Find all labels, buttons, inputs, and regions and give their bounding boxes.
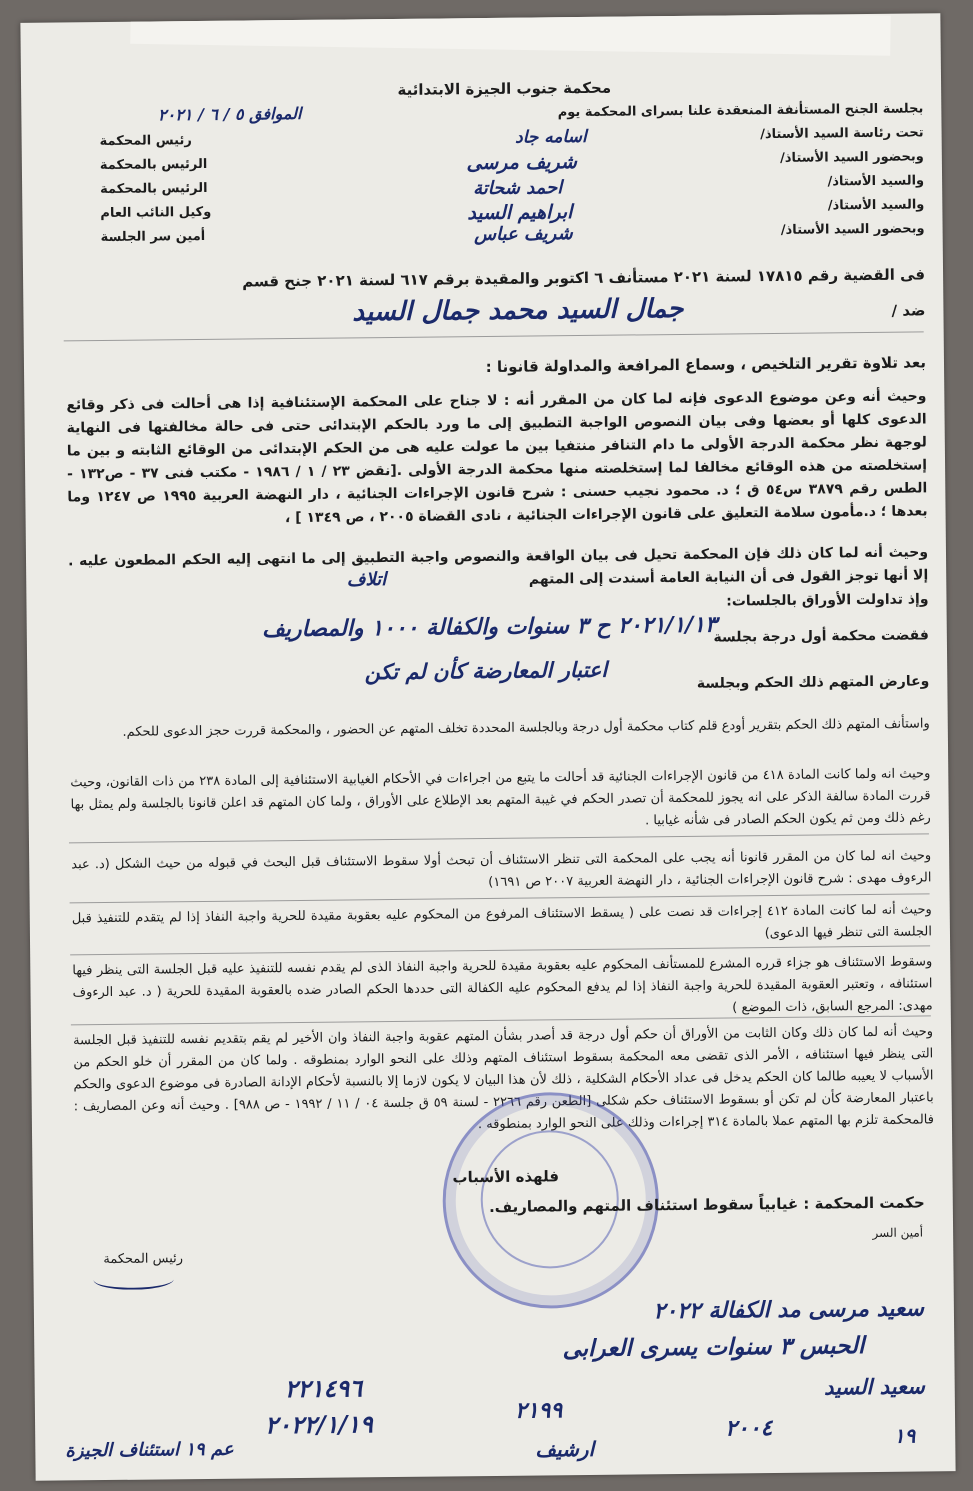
paragraph-4: وحيث انه ولما كانت المادة ٤١٨ من قانون الإجراءات الجنائية قد أحالت ما يتبع من اجراءات في الأحكام الغيابية الاستئنافية إلى المادة ٢٣٨ من ذات القانون، وحيث قررت المادة سالفة الذكر على انه يجوز للمحكمة أن تصدر الحكم في غيبة المتهم بعد الإطلاع على الأوراق ، ولما كان المتهم قد اعلن قانونا بالجلسة ولم يمثل بها رغم ذلك ومن ثم يكون الحكم الصادر فى شأنه غيابيا . [70, 766, 931, 829]
panel-role-4: وكيل النائب العام [100, 204, 212, 222]
session-date: الموافق ٥ / ٦ / ٢٠٢١ [157, 103, 302, 125]
first-instance-handwritten: ٢٠٢١/١/١٣ ح ٣ سنوات والكفالة ١٠٠٠ والمصاريف [261, 611, 717, 643]
panel-name-3: احمد شحاتة [472, 177, 563, 200]
annotation-1: سعيد مرسى مد الكفالة ٢٠٢٢ [653, 1295, 925, 1325]
case-number-line: فى القضية رقم ١٧٨١٥ لسنة ٢٠٢١ مستأنف ٦ اكتوبر والمقيدة برقم ٦١٧ لسنة ٢٠٢١ جنح قسم [242, 265, 926, 291]
panel-role-2: الرئيس بالمحكمة [99, 156, 208, 174]
panel-label-5: وبحضور السيد الأستاذ/ [780, 221, 925, 238]
panel-label-3: والسيد الأستاذ/ [827, 173, 925, 190]
paragraph-1: وحيث أنه وعن موضوع الدعوى فإنه لما كان من المقرر أنه : لا جناح على المحكمة الإستئنافية إذا هى أحالت فى ذكر وقائع الدعوى كلها أو بعضها وفى بيان النصوص الواجبة التطبيق إلى ما ورد بالحكم الإبتدائى حتى فى حالة مخالفتها فى النهاية لوجهة نظر محكمة الدرجة الأولى ما دام التنافر منتفيا بين ما عولت عليه هى من الحكم الإبتدائى من الوقائع الثابته و بين ما إستخلصته من هذه الوقائع مخالفا لما إستخلصته منها محكمة الدرجة الأولى .[نقض ٢٣ / ١ / ١٩٨٦ - مكتب فنى ٣٧ - ص١٣٢ - الطس رقم ٣٨٧٩ س٥٤ ق ؛ د. محمود نجيب حسنى : شرح قانون الإجراءات الجنائية ، دار النهضة العربية ١٩٩٥ ص ١٢٤٧ وما بعدها ؛ د.مأمون سلامة التعليق على قانون الإجراءات الجنائية ، نادى القضاة ٢٠٠٥ ، ص ١٣٤٩ ] ، [66, 388, 928, 527]
annotation-2: الحبس ٣ سنوات يسرى العرابى [562, 1332, 865, 1363]
paragraph-8: وحيث أنه لما كان ذلك وكان الثابت من الأوراق أن حكم أول درجة قد أصدر بشأن المتهم عقوبة واجبة النفاذ وان الأخير لم يقم بتقديم نفسه للتنفيذ قبل الجلسة التى ينظر فيها استئنافه ، الأمر الذى تقضى معه المحكمة بسقوط استئناف المتهم وذلك على النحو الوارد بمنطوقه . ولما كان من المقرر أن خلو الحكم من الأسباب لا يعيبه طالما كان الحكم يدخل فى عداد الأحكام الشكلية ، ذلك لأن هذا البيان لا يكون لازما إلا بالنسبة لأحكام الإدانة الصادرة فى موضوع الدعوى والحكم باعتبار المعارضة كأن لم تكن أو بسقوط الاستئناف حكم شكلى [الطعن رقم ٢٢٦٦ - لسنة ٥٩ ق جلسة ٠٤ / ١١ / ١٩٩٢ - ص ٩٨٨] . وحيث أنه وعن المصاريف : فالمحكمة تلزم بها المتهم عملا بالمادة ٣١٤ إجراءات وذلك على النحو الوارد بمنطوقه . [72, 1024, 935, 1133]
paragraph-6: وحيث أنه لما كانت المادة ٤١٢ إجراءات قد نصت على ( يسقط الاستئناف المرفوع من المحكوم عليه بعقوبة مقيدة للحرية واجبة النفاذ إذا لم يتقدم للتنفيذ قبل الجلسة التى تنظر فيها الدعوى) [71, 902, 933, 942]
annotation-7: ٢٠٠٤ [725, 1415, 773, 1442]
annotation-8: سعيد السيد [823, 1373, 925, 1400]
paragraph-3: وإذ تداولت الأوراق بالجلسات: [726, 591, 929, 610]
annotation-4: ٢٠٢٢/١/١٩ [264, 1409, 373, 1440]
panel-name-5: شريف عباس [473, 223, 573, 246]
charge-handwritten: اتلاف [346, 569, 387, 591]
court-name: محكمة جنوب الجيزة الابتدائية [397, 78, 612, 99]
annotation-6: ارشيف [535, 1436, 595, 1462]
objection-line: وعارض المتهم ذلك الحكم وبجلسة [696, 673, 930, 692]
annotation-5: ٢١٩٩ [514, 1397, 563, 1424]
secretary-signature-label: أمين السر [872, 1225, 924, 1241]
defendant-name: جمال السيد محمد جمال السيد [352, 293, 684, 328]
annotation-9: ١٩ [893, 1423, 916, 1448]
paragraph-2: وحيث أنه لما كان ذلك فإن المحكمة تحيل فى بيان الواقعة والنصوص واجبة التطبيق إلى ما انتهى إليه الحكم المطعون عليه . إلا أنها توجز القول فى أن النيابة العامة أسندت إلى المتهم [67, 544, 929, 588]
panel-role-5: أمين سر الجلسة [100, 228, 206, 246]
panel-name-2: شريف مرسى [466, 151, 577, 175]
panel-role-1: رئيس المحكمة [99, 133, 192, 150]
panel-name-4: ابراهيم السيد [467, 201, 573, 225]
defendant-label: ضد / [891, 301, 926, 320]
intro-line: بعد تلاوة تقرير التلخيص ، وسماع المرافعة والمداولة قانونا : [485, 353, 927, 377]
panel-label-4: والسيد الأستاذ/ [827, 197, 925, 214]
paragraph-appeal: واستأنف المتهم ذلك الحكم بتقرير أودع قلم كتاب محكمة أول درجة وبالجلسة المحددة تخلف المتهم عن الحضور ، والمحكمة قررت حجز الدعوى للحكم. [122, 716, 930, 740]
verdict-line: حكمت المحكمة : غيابياً سقوط استئناف المتهم والمصاريف. [488, 1193, 925, 1217]
judge-signature-label: رئيس المحكمة [103, 1251, 184, 1268]
panel-label-2: وبحضور السيد الأستاذ/ [780, 149, 924, 166]
annotation-10: عم ١٩ استئناف الجيزة [65, 1438, 234, 1462]
annotation-3: ٢٢١٤٩٦ [284, 1373, 363, 1404]
panel-label-1: تحت رئاسة السيد الأستاذ/ [760, 125, 924, 143]
paragraph-5: وحيث انه لما كان من المقرر قانونا أنه يجب على المحكمة التى تنظر الاستئناف أن تبحث أولا سقوط الاستئناف قبل البحث في قبوله من حيث الشكل (د. عبد الرءوف مهدى : شرح قانون الإجراءات الجنائية ، دار النهضة العربية ٢٠٠٧ ص ١٦٩١) [71, 848, 932, 891]
objection-handwritten: اعتبار المعارضة كأن لم تكن [364, 656, 608, 685]
reasons-heading: فلهذه الأسباب [452, 1167, 560, 1187]
attached-sheet-edge [130, 13, 891, 55]
panel-role-3: الرئيس بالمحكمة [100, 180, 208, 198]
panel-name-1: اسامه جاد [514, 126, 587, 148]
session-line: بجلسة الجنح المستأنفة المنعقدة علنا بسراى المحكمة يوم [557, 101, 924, 121]
paragraph-7: وسقوط الاستئناف هو جزاء قرره المشرع للمستأنف المحكوم عليه بعقوبة مقيدة للحرية واجبة النفاذ الذى لم يقدم نفسه للتنفيذ عليه قبل الجلسة التى ينظر فيها استئنافه ، وتعتبر العقوبة المقيدة للحرية واجبة النفاذ إذا لم يدفع المحكوم عليه الكفالة التى حددها الحكم الصادر ضده بالعقوبة المقيدة للحرية ( د. عبد الرءوف مهدى: المرجع السابق، ذات الموضع ) [72, 954, 933, 1016]
first-instance-line: فقضت محكمة أول درجة بجلسة [713, 627, 929, 646]
court-document-page [20, 13, 955, 1481]
divider-line [64, 331, 924, 341]
judge-signature-scribble [93, 1269, 173, 1290]
